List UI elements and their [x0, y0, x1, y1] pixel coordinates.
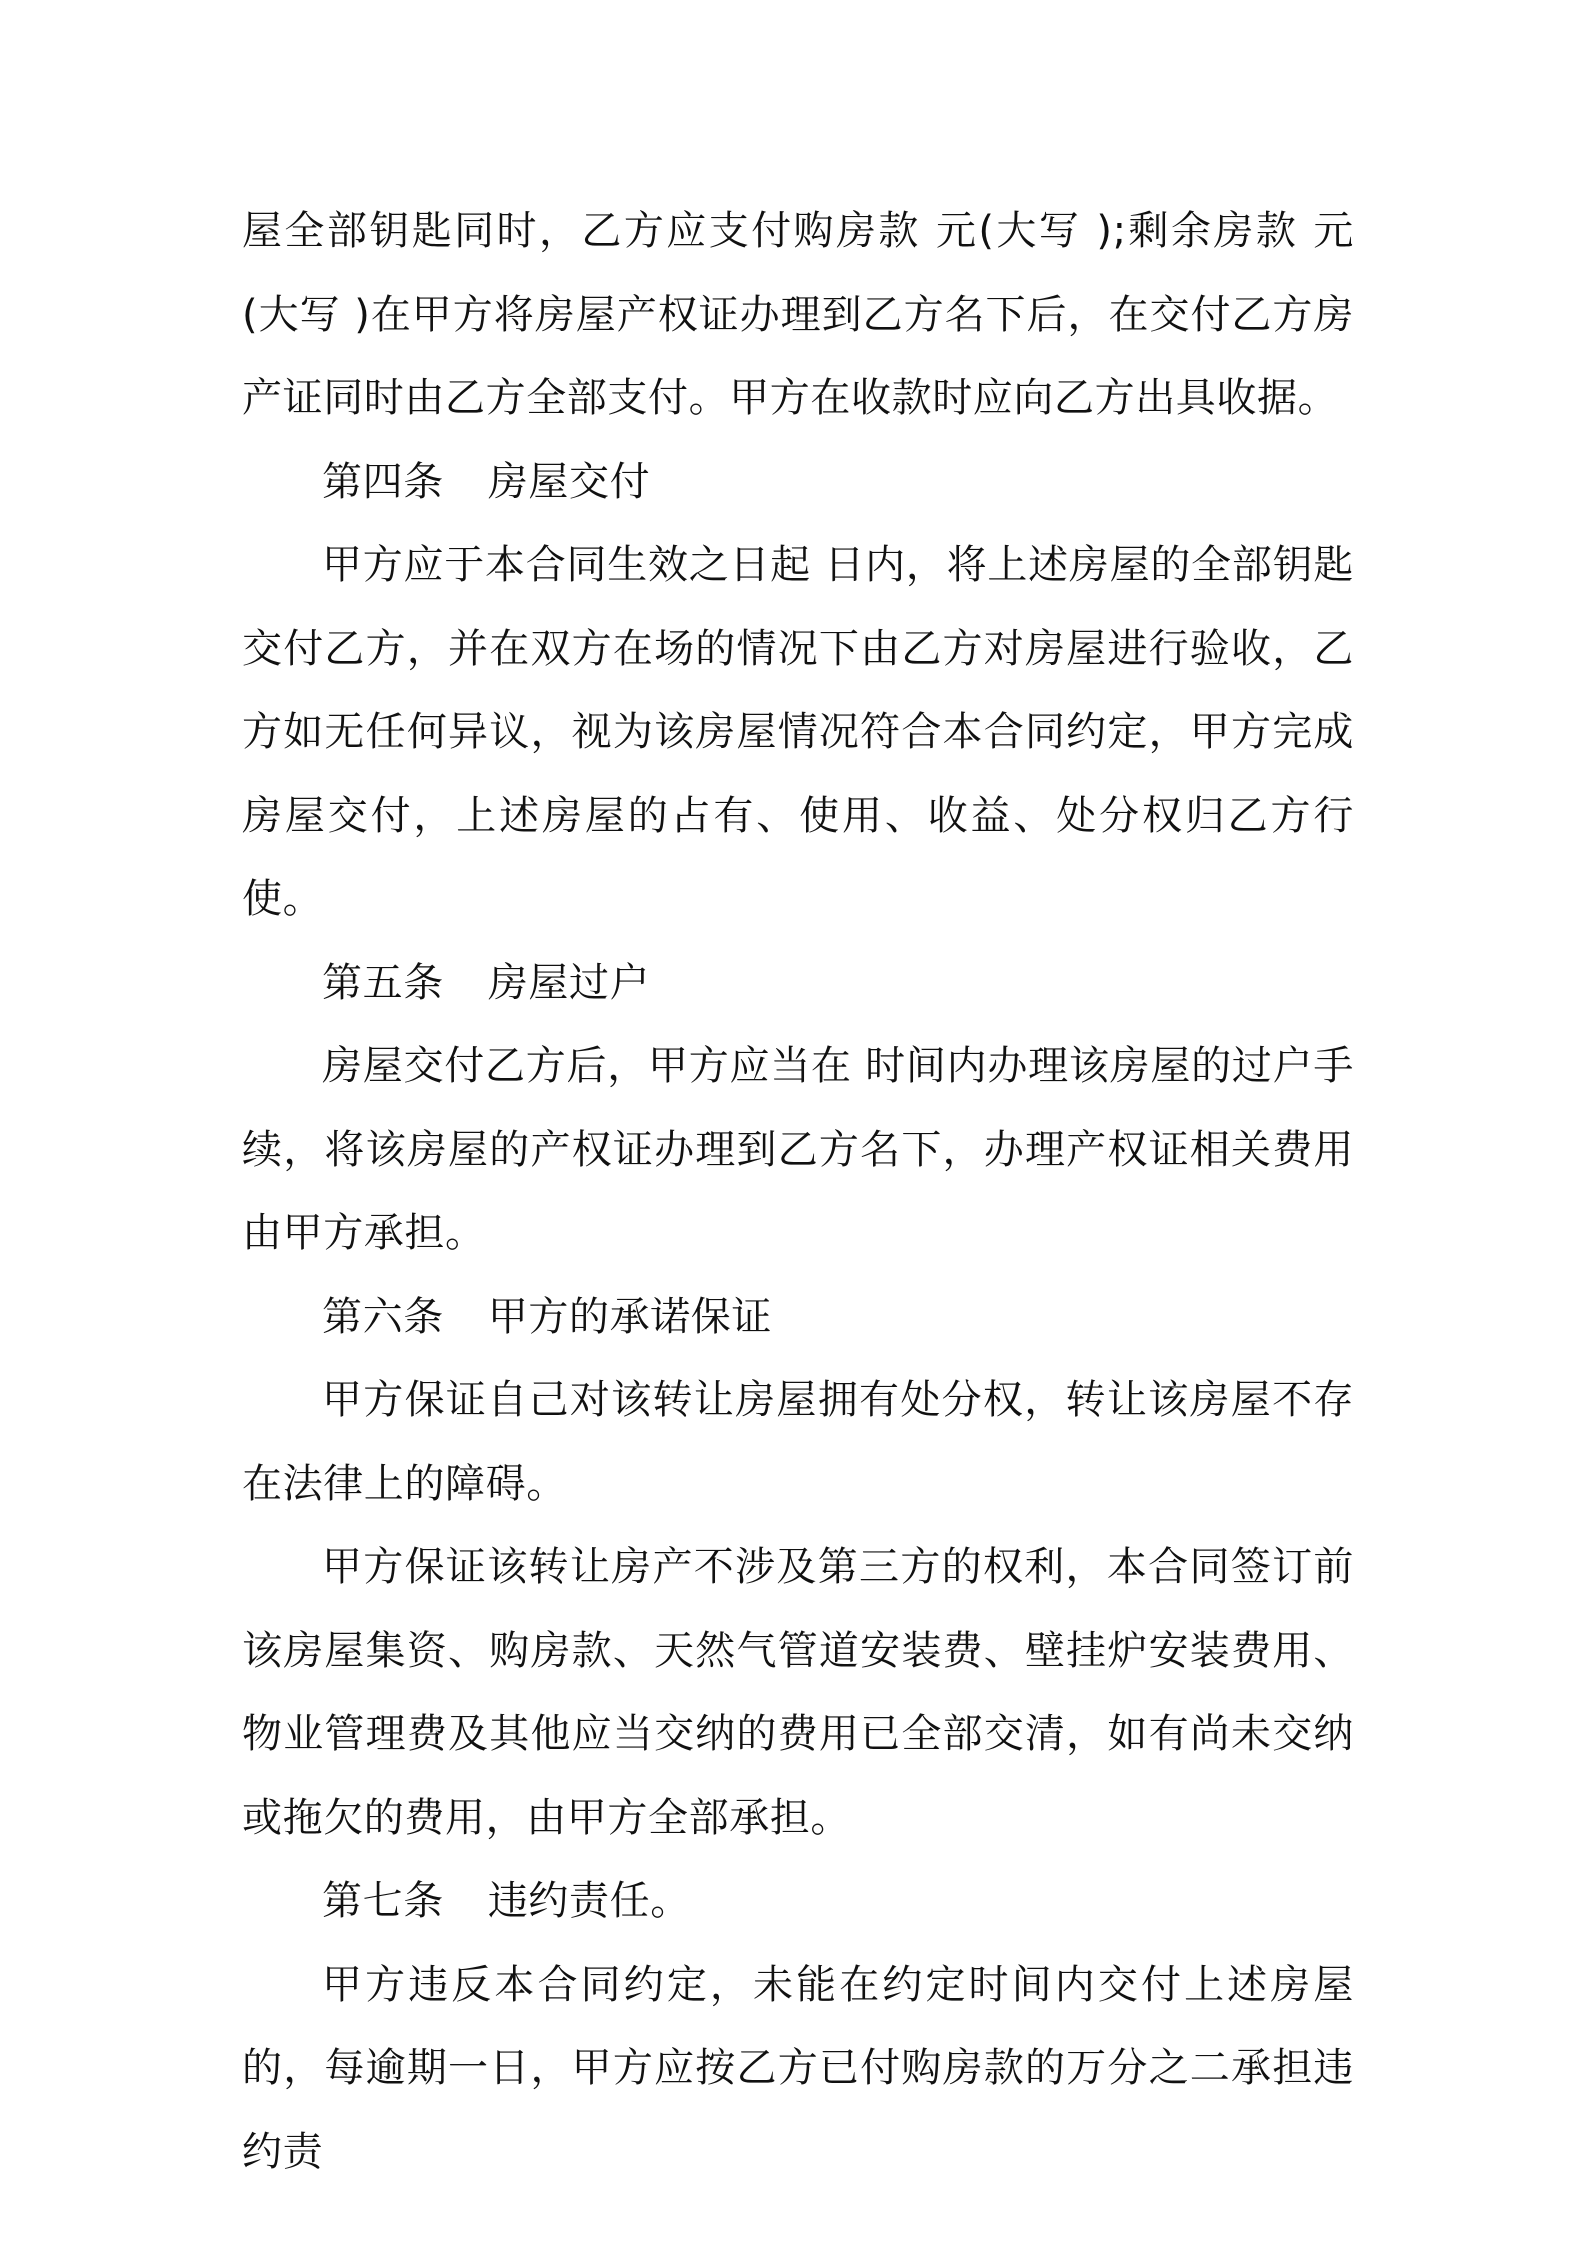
article-title: 违约责任。	[487, 1878, 691, 1924]
article-4-body: 甲方应于本合同生效之日起 日内，将上述房屋的全部钥匙交付乙方，并在双方在场的情况下由乙方对房屋进行验收，乙方如无任何异议，视为该房屋情况符合本合同约定，甲方完成房屋交付，上述房屋的占有、使用、收益、处分权归乙方行使。	[242, 542, 1354, 922]
article-4-heading	[242, 441, 1354, 525]
article-7-heading	[242, 1860, 1354, 1944]
article-number: 第六条	[322, 1293, 444, 1340]
payment-continuation-paragraph: 屋全部钥匙同时，乙方应支付购房款 元(大写 );剩余房款 元(大写 )在甲方将房屋产权证办理到乙方名下后，在交付乙方房产证同时由乙方全部支付。甲方在收款时应向乙方出具收据。	[242, 208, 1354, 421]
article-5-heading	[242, 942, 1354, 1026]
article-number: 第七条	[322, 1878, 444, 1924]
article-title: 房屋交付	[487, 458, 651, 505]
article-title: 甲方的承诺保证	[487, 1293, 773, 1340]
contract-text	[242, 190, 1354, 2194]
article-5-body: 房屋交付乙方后，甲方应当在 时间内办理该房屋的过户手续，将该房屋的产权证办理到乙方名下，办理产权证相关费用由甲方承担。	[242, 1043, 1354, 1256]
article-6-body-1: 甲方保证自己对该转让房屋拥有处分权，转让该房屋不存在法律上的障碍。	[242, 1377, 1354, 1507]
article-number: 第四条	[322, 458, 444, 505]
article-number: 第五条	[322, 959, 444, 1006]
article-7-body: 甲方违反本合同约定，未能在约定时间内交付上述房屋的，每逾期一日，甲方应按乙方已付购房款的万分之二承担违约责	[242, 1961, 1354, 2175]
article-6-body-2: 甲方保证该转让房产不涉及第三方的权利，本合同签订前该房屋集资、购房款、天然气管道安装费、壁挂炉安装费用、物业管理费及其他应当交纳的费用已全部交清，如有尚未交纳或拖欠的费用，由甲方全部承担。	[242, 1544, 1354, 1841]
article-title: 房屋过户	[487, 959, 651, 1006]
article-6-heading	[242, 1276, 1354, 1360]
